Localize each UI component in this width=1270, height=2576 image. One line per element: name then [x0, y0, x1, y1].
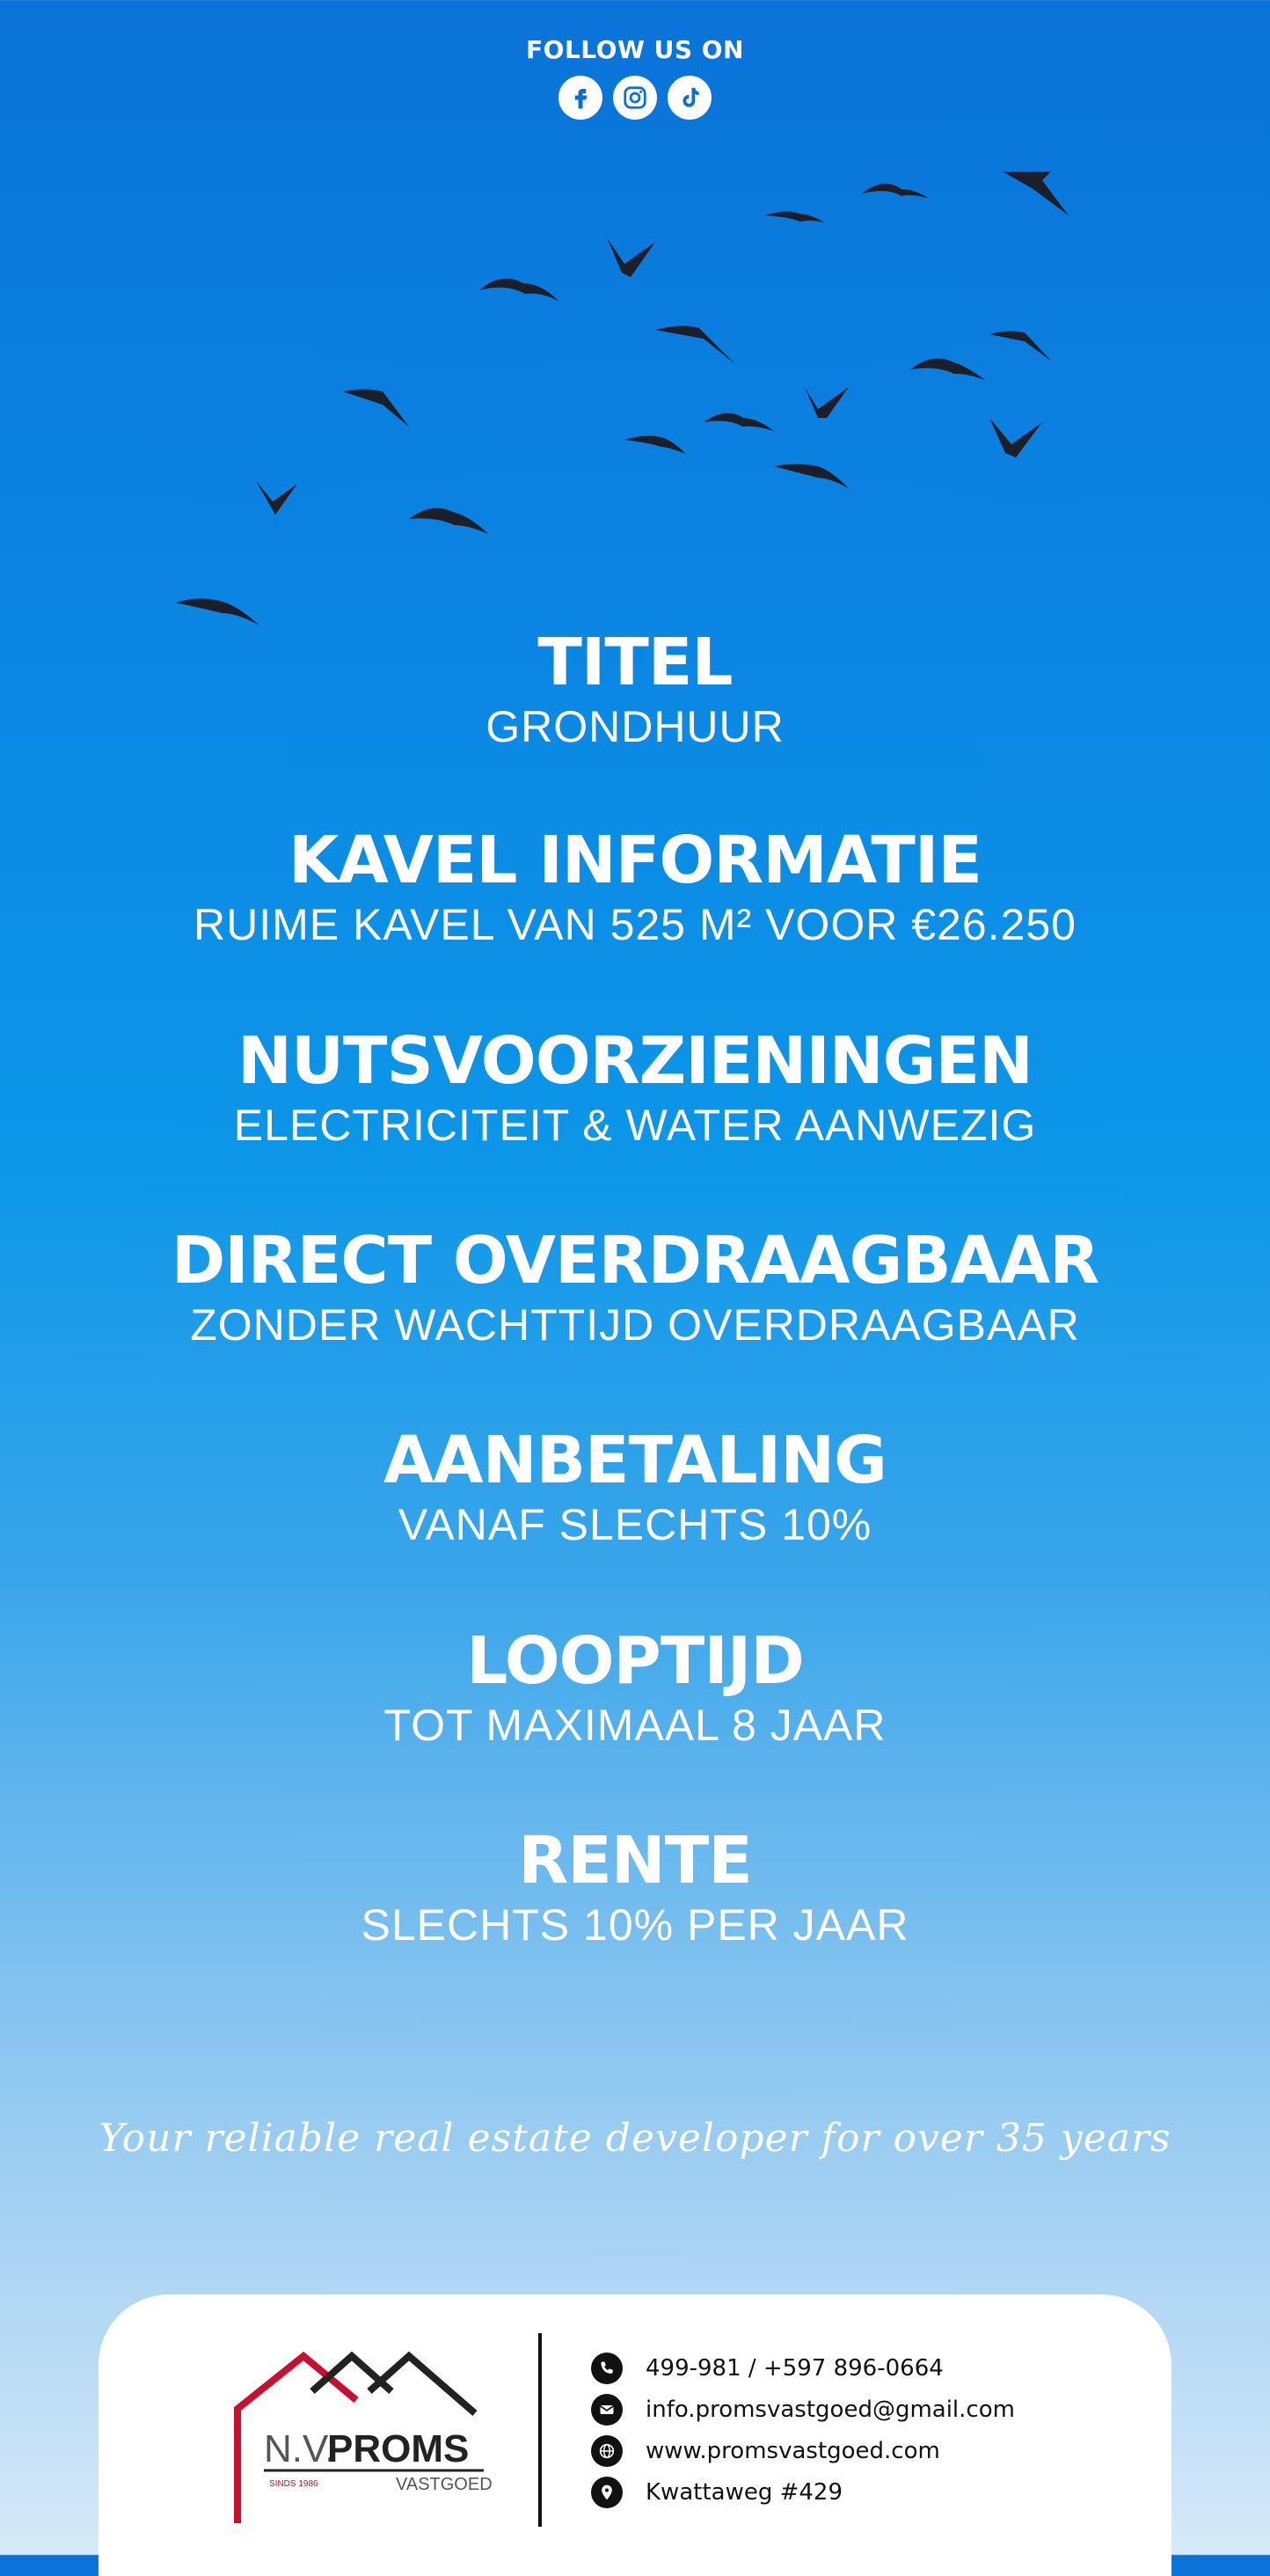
section-title: LOOPTIJD — [466, 1623, 804, 1699]
contact-text: www.promsvastgoed.com — [646, 2437, 940, 2464]
section-nutsvoorzieningen — [0, 1023, 1270, 1152]
phone-icon — [591, 2353, 623, 2384]
logo-since: SINDS 1986 — [269, 2479, 318, 2489]
contact-text: info.promsvastgoed@gmail.com — [646, 2396, 1015, 2423]
location-pin-icon — [591, 2477, 623, 2508]
section-subtitle: VANAF SLECHTS 10% — [398, 1500, 872, 1549]
section-kavel-informatie — [0, 823, 1270, 951]
facebook-icon[interactable] — [558, 76, 602, 120]
logo-nv: N.V. — [264, 2427, 336, 2470]
section-titel — [0, 625, 1270, 753]
logo-name: PROMS — [327, 2427, 470, 2470]
globe-icon — [591, 2435, 623, 2467]
contact-text: 499-981 / +597 896-0664 — [646, 2354, 944, 2382]
footer-card — [99, 2294, 1171, 2576]
section-aanbetaling — [0, 1423, 1270, 1551]
section-subtitle: ELECTRICITEIT & WATER AANWEZIG — [233, 1101, 1037, 1150]
section-subtitle: SLECHTS 10% PER JAAR — [361, 1900, 909, 1950]
logo-sub: VASTGOED — [396, 2475, 493, 2494]
section-subtitle: TOT MAXIMAAL 8 JAAR — [383, 1701, 887, 1750]
section-title: AANBETALING — [383, 1423, 887, 1498]
flying-birds-illustration — [158, 150, 1126, 642]
footer-divider — [538, 2333, 542, 2527]
section-title: KAVEL INFORMATIE — [288, 823, 982, 898]
section-title: DIRECT OVERDRAAGBAAR — [171, 1223, 1099, 1299]
section-rente — [0, 1823, 1270, 1951]
instagram-icon[interactable] — [613, 76, 657, 120]
contact-email[interactable] — [591, 2389, 1015, 2430]
section-direct-overdraagbaar — [0, 1223, 1270, 1351]
follow-us-label: FOLLOW US ON — [526, 35, 744, 64]
contact-phone[interactable] — [591, 2347, 1015, 2389]
mail-icon — [591, 2394, 623, 2426]
section-looptijd — [0, 1623, 1270, 1752]
section-subtitle: ZONDER WACHTTIJD OVERDRAAGBAAR — [190, 1300, 1080, 1350]
contact-website[interactable] — [591, 2430, 1015, 2471]
contact-address[interactable] — [591, 2471, 1015, 2513]
section-title: RENTE — [518, 1823, 752, 1899]
section-subtitle: RUIME KAVEL VAN 525 M² VOOR €26.250 — [193, 900, 1077, 949]
social-links — [0, 76, 1270, 120]
tiktok-icon[interactable] — [668, 76, 712, 120]
section-title: NUTSVOORZIENINGEN — [237, 1023, 1033, 1099]
section-subtitle: GRONDHUUR — [485, 702, 785, 751]
proms-vastgoed-logo — [229, 2347, 493, 2523]
contact-text: Kwattaweg #429 — [646, 2478, 843, 2506]
section-title: TITEL — [537, 625, 733, 700]
tagline: Your reliable real estate developer for over 35 years — [99, 2116, 1171, 2161]
contact-list — [591, 2347, 1015, 2513]
